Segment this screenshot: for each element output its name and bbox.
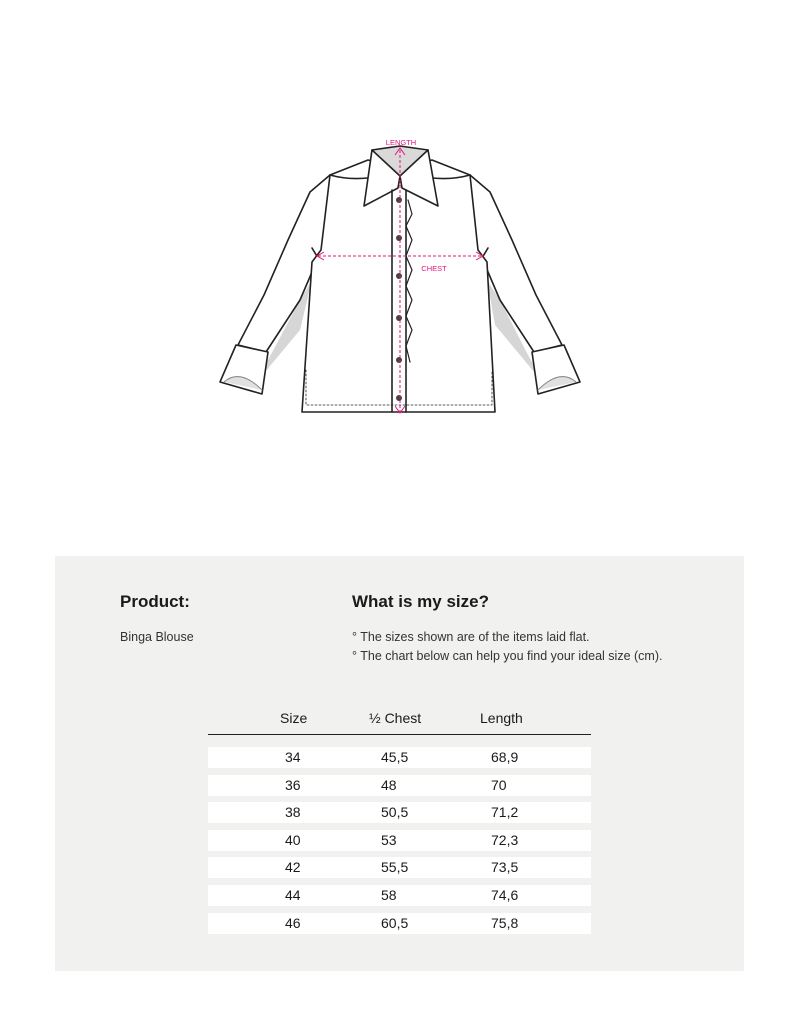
cell-size: 46	[285, 914, 301, 931]
cell-length: 73,5	[491, 859, 519, 876]
header-length: Length	[480, 710, 523, 726]
chest-label: CHEST	[421, 264, 447, 273]
cell-half-chest: 58	[381, 886, 397, 903]
size-table	[208, 706, 591, 940]
size-note: ° The sizes shown are of the items laid flat.	[352, 630, 590, 644]
cell-half-chest: 45,5	[381, 749, 409, 765]
product-name: Binga Blouse	[120, 630, 194, 644]
product-heading: Product:	[120, 592, 190, 611]
table-row	[208, 857, 591, 878]
cell-half-chest: 60,5	[381, 914, 409, 931]
table-row	[208, 913, 591, 934]
size-info-panel	[55, 556, 744, 971]
table-row	[208, 885, 591, 906]
cell-half-chest: 48	[381, 776, 397, 793]
header-half-chest: ½ Chest	[369, 710, 422, 726]
table-row	[208, 747, 591, 768]
cell-length: 75,8	[491, 914, 519, 931]
length-label: LENGTH	[385, 138, 417, 147]
cell-half-chest: 55,5	[381, 859, 409, 876]
cell-half-chest: 53	[381, 831, 397, 848]
header-size: Size	[280, 710, 308, 726]
cell-half-chest: 50,5	[381, 804, 409, 821]
cell-size: 44	[285, 886, 301, 903]
table-row	[208, 830, 591, 851]
cell-size: 34	[285, 749, 301, 765]
cell-size: 42	[285, 859, 301, 876]
table-row	[208, 802, 591, 823]
cell-length: 74,6	[491, 886, 519, 903]
size-heading: What is my size?	[352, 592, 489, 611]
cell-length: 68,9	[491, 749, 519, 765]
cell-length: 70	[491, 776, 507, 793]
size-note: ° The chart below can help you find your ideal size (cm).	[352, 649, 663, 663]
table-header	[208, 706, 591, 735]
cell-length: 72,3	[491, 831, 519, 848]
table-row	[208, 775, 591, 796]
cell-length: 71,2	[491, 804, 519, 821]
cell-size: 36	[285, 776, 301, 793]
cell-size: 40	[285, 831, 301, 848]
cell-size: 38	[285, 804, 301, 821]
table-body	[208, 747, 591, 934]
